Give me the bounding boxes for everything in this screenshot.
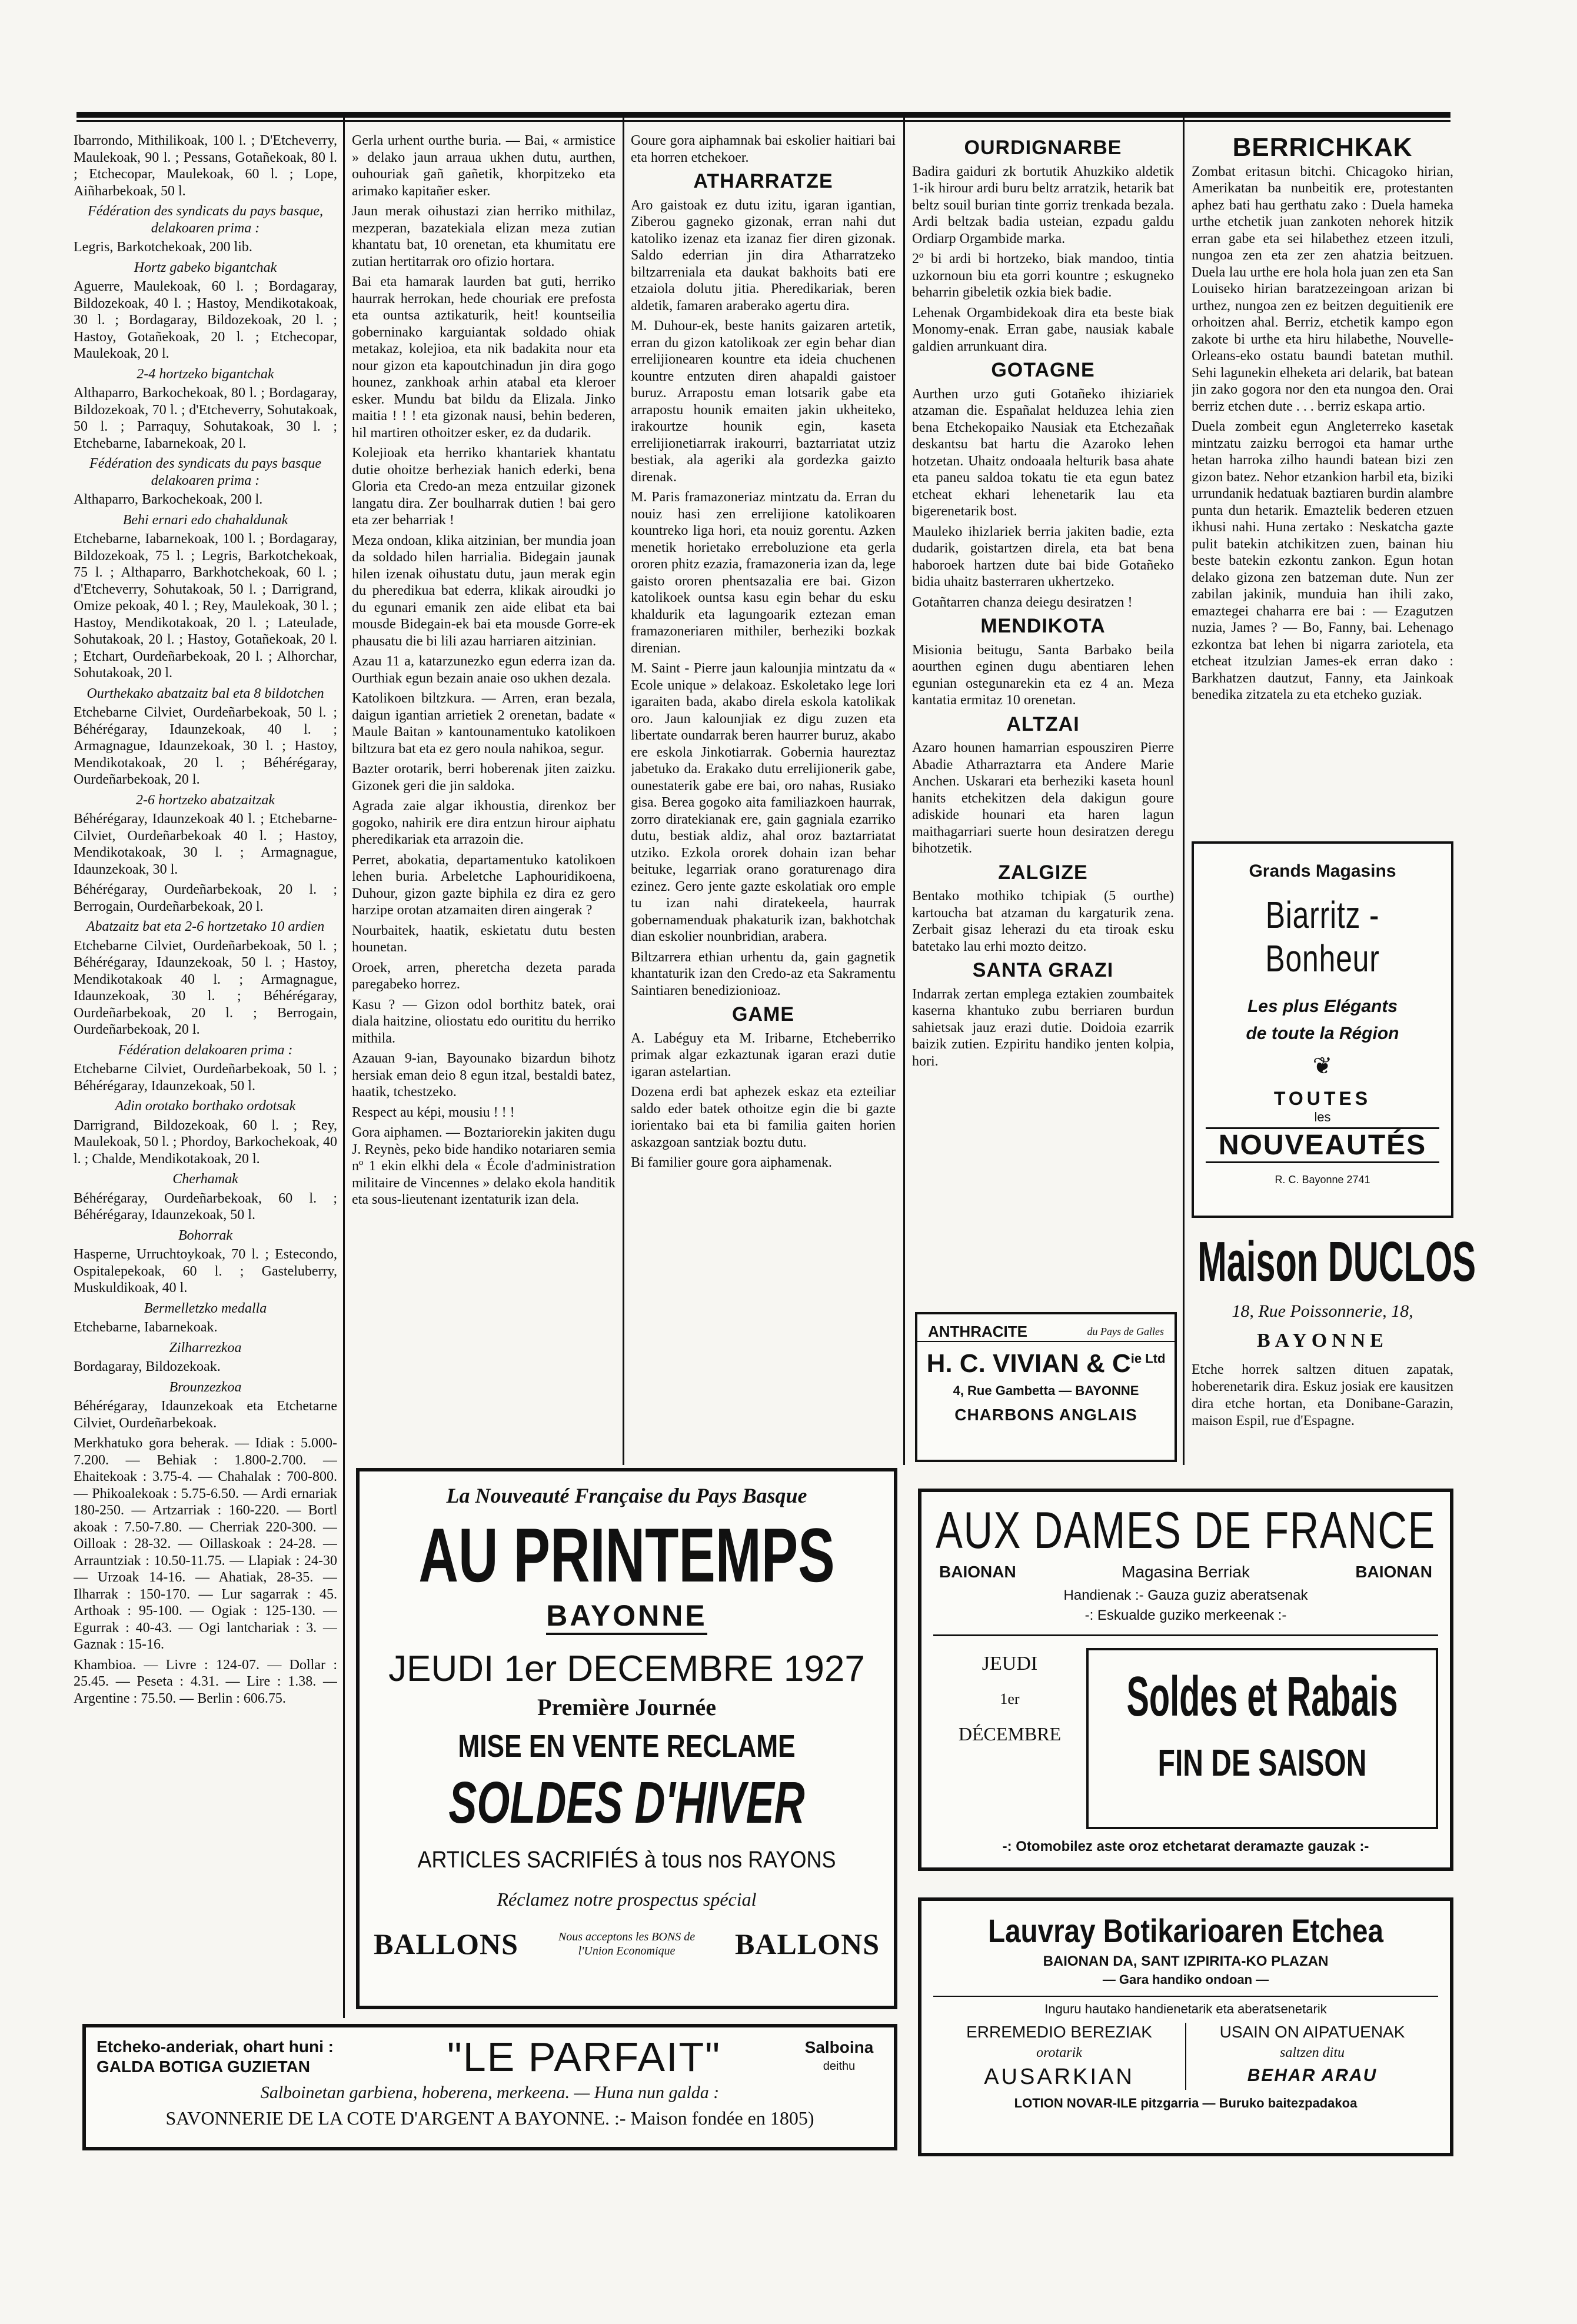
paragraph: Katolikoen biltzkura. — Arren, eran bezala, daigun igantian arrietiek 2 orenetan, badate « Maule Baitan » kantounamentuko katolikoen biltzura bat eta ez gero noula nahikoa, segur. xyxy=(352,691,616,757)
ad-duclos-name: Maison DUCLOS xyxy=(1197,1230,1476,1293)
paragraph: Fédération des syndicats du pays basque, delakoaren prima : xyxy=(88,204,323,236)
ad-lauvray-lotion: LOTION NOVAR-ILE pitzgarria — Buruko baitezpadakoa xyxy=(1014,2096,1358,2110)
column-divider xyxy=(343,118,345,2018)
paragraph: 2-6 hortzeko abatzaitzak xyxy=(136,792,275,808)
ad-lauvray-left1: ERREMEDIO BEREZIAK xyxy=(966,2023,1152,2041)
paragraph: Aurthen urzo guti Gotañeko ihiziariek atzaman die. Españalat helduzea lehia zien bena Etchekopaiko Nausiak eta Etchezañak deskantsu bat hartu die Azaroko lehen hotzetan. Uhaitz ondoaala helturik basa ahate eta paneu saldoa tokatu tie eta egun batez etcheat ekhari lehenetarik lau eta bigerenetarik bost. xyxy=(912,386,1174,519)
paragraph: 2-4 hortzeko bigantchak xyxy=(137,366,274,382)
paragraph: Bi familier goure gora aiphamenak. xyxy=(631,1155,832,1170)
ad-dames-first: 1er xyxy=(1000,1690,1020,1707)
paragraph: Aguerre, Maulekoak, 60 l. ; Bordagaray, Bildozekoak, 40 l. ; Hastoy, Mendikotakoak, 30 l. ; Bordagaray, Bildozekoak, 20 l. ; Hastoy, Gotañekoak, 20 l. ; Etchecopar, Maulekoak, 20 l. xyxy=(74,279,337,361)
paragraph: 2º bi ardi bi hortzeko, biak mandoo, tintia uzkornoun biu eta gorri kountre ; eskugneko beharrin gibeletik ozkia biek badie. xyxy=(912,251,1174,300)
ad-dames-line1: Handienak :- Gauza guziz aberatsenak xyxy=(1063,1587,1308,1603)
ad-lauvray-left2: orotarik xyxy=(1036,2045,1082,2060)
ad-parfait-line1b: GALDA BOTIGA GUZIETAN xyxy=(97,2057,310,2076)
ad-lauvray-right3: BEHAR ARAU xyxy=(1247,2066,1378,2085)
heading-ourdignarbe: OURDIGNARBE xyxy=(964,136,1122,159)
heading-berrichkak: BERRICHKAK xyxy=(1232,133,1413,162)
ad-lauvray-name: Lauvray Botikarioaren Etchea xyxy=(988,1912,1383,1949)
ad-printemps-ballons-right: BALLONS xyxy=(735,1927,880,1960)
paragraph: A. Labéguy eta M. Iribarne, Etcheberriko primak algar ezkaztunak igaran erazi dutie igaran astelartian. xyxy=(631,1030,896,1080)
ad-dames-bottom: -: Otomobilez aste oroz etchetarat deramazte gauzak :- xyxy=(1002,1839,1369,1854)
paragraph: Biltzarrera ethian urhentu da, gain gagnetik khantaturik izan den Credo-az eta Sakramentu Saintiaren benedizionioaz. xyxy=(631,949,896,998)
ad-biarritz-name: Biarritz - Bonheur xyxy=(1265,894,1380,980)
paragraph: Azaro hounen hamarrian espousziren Pierre Abadie Atharraztarra eta Andere Marie Anchen. Uskarari eta berheziki kaseta hounl hanits etchekitzen dela dakigun goure adiskide hounari eta haren lagun maithagarriari suerte houn desiratzen deregu bihotzetik. xyxy=(912,740,1174,856)
paragraph: Etchebarne, Iabarnekoak. xyxy=(74,1320,218,1335)
ad-parfait-name: "LE PARFAIT" xyxy=(447,2034,721,2080)
ad-biarritz-line2: de toute la Région xyxy=(1246,1024,1399,1043)
ad-dames-line2: -: Eskualde guziko merkeenak :- xyxy=(1084,1607,1287,1623)
paragraph: Azauan 9-ian, Bayounako bizardun bihotz hersiak eman deio 8 egun itzal, bestaldi batez, haatik, tchestzeko. xyxy=(352,1051,616,1100)
ad-lauvray xyxy=(918,1897,1453,2156)
paragraph: Béhérégaray, Idaunzekoak eta Etchetarne Cilviet, Ourdeñarbekoak. xyxy=(74,1399,337,1431)
paragraph: Kolejioak eta herriko khantariek khantatu dutie ohoitze berheziak hanich ederki, bena Gloria eta Credo-an meza entzuilar gizonek langatu dira. Zer boulharrak dutien ! bai gero eta zer beharriak ! xyxy=(352,445,616,528)
paragraph: Kasu ? — Gizon odol borthitz batek, orai diala haitzine, oliostatu edo ourititu du herriko mithila. xyxy=(352,997,616,1046)
ad-le-parfait xyxy=(82,2024,897,2150)
paragraph: M. Duhour-ek, beste hanits gaizaren artetik, erran du gizon katolikoak zer egin behar dian errelijionearen kountre eta ideia chuchenen kountre entzuten diren ahapaldi gaistoer buruz. Arrapostu eman lotsarik gabe eta arrapostu hounik emaiten jakin ukheiteko, irakourtze hounik egin, kaseta errelijionetiarrak irakourri, baztarriatat utziz bestiak, ala ageriki ala gordezka gaizto direnak. xyxy=(631,318,896,485)
paragraph: Bermelletzko medalla xyxy=(144,1300,267,1316)
paragraph: Mauleko ihizlariek berria jakiten badie, ezta dudarik, goistartzen direla, eta bat bena haboroek hartzen dute bai bide Gotañeko bidia uhaitz basterraren ukhertzeko. xyxy=(912,524,1174,590)
ad-maison-duclos xyxy=(1192,1230,1476,1477)
paragraph: Bentako mothiko tchipiak (5 ourthe) kartoucha bat atzaman du kargaturik zena. Zerbait gisaz leherazi du eta tiroak esku batetako lau erhi mozto deitzo. xyxy=(912,888,1174,954)
ad-lauvray-left3: AUSARKIAN xyxy=(984,2065,1134,2089)
ad-dames-magasina: Magasina Berriak xyxy=(1122,1563,1250,1581)
paragraph: Azau 11 a, katarzunezko egun ederra izan da. Ourthiak egun bezain anaie oso ukhen dezala. xyxy=(352,654,616,686)
ad-au-printemps xyxy=(356,1468,897,2009)
ad-parfait-deithu: deithu xyxy=(823,2060,856,2073)
paragraph: Fédération des syndicats du pays basque delakoaren prima : xyxy=(89,456,321,488)
ad-duclos-city: BAYONNE xyxy=(1257,1330,1388,1351)
column-5 xyxy=(1192,132,1453,838)
heading-zalgize: ZALGIZE xyxy=(998,861,1088,884)
heading-santa-grazi: SANTA GRAZI xyxy=(972,959,1114,981)
ad-dames-baionan-right: BAIONAN xyxy=(1355,1563,1432,1581)
heading-altzai: ALTZAI xyxy=(1006,712,1080,735)
paragraph: Cherhamak xyxy=(172,1171,238,1187)
column-3 xyxy=(631,132,896,1456)
column-4 xyxy=(912,132,1174,1280)
paragraph: Behi ernari edo chahaldunak xyxy=(122,512,288,528)
paragraph: Béhérégaray, Idaunzekoak 40 l. ; Etchebarne-Cilviet, Ourdeñarbekoak 40 l. ; Hastoy, Mendikotakoak, 30 l. ; Armagnague, Idaunzekoak, 30 l. xyxy=(74,811,337,877)
paragraph: Bordagaray, Bildozekoak. xyxy=(74,1359,221,1374)
paragraph: Respect au képi, mousiu ! ! ! xyxy=(352,1104,515,1120)
paragraph: Abatzaitz bat eta 2-6 hortzetako 10 ardien xyxy=(86,919,325,934)
paragraph: Zombat eritasun bitchi. Chicagoko hirian, Amerikatan ba nunbeitik ere, protestanten aphez bati hau gerthatu zako : Duela hameka urthe etchetik juan zankoten nehorek hitzik erran gabe eta sei hilabethez etzeen itzuli, nungoa zen eta zer zen ahatzia beitzuen. Duela lau urthe ere hola hola juan zen eta San Louiseko hirian baratzezeingoan arizan bi urthez, nungoa zen ez beitzen deguitienik ere orhoitzen ahal. Berriz, etchetik kampo egon zakote bi urthe eta hiru hilabethe, Nouvelle-Orleans-eko ostatu baundi batetan muthil. Sehi lagunekin elheketa ari delarik, bat batean jin zako gogora nor den eta nungoa den. Orai berriz etchen dute . . . berriz eskapa artio. xyxy=(1192,164,1453,414)
fleuron-icon: ❦ xyxy=(1312,1053,1333,1079)
top-rule-thin xyxy=(76,120,1450,122)
paragraph: Ourthekako abatzaitz bal eta 8 bildotchen xyxy=(86,685,324,701)
paragraph: Misionia beitugu, Santa Barbako beila aourthen eginen dugu abentiaren lehen egunian ostegunarekin eta ez 4 an. Meza kantatia ermitaz 10 orenetan. xyxy=(912,642,1174,708)
paragraph: Khambioa. — Livre : 124-07. — Dollar : 25.45. — Peseta : 4.31. — Lire : 1.38. — Argentine : 75.50. — Berlin : 606.75. xyxy=(74,1657,337,1706)
heading-gotagne: GOTAGNE xyxy=(991,359,1095,381)
ad-printemps-date: JEUDI 1er DECEMBRE 1927 xyxy=(388,1649,865,1689)
ad-vivian-anthracite: ANTHRACITE xyxy=(928,1323,1027,1340)
column-2 xyxy=(352,132,616,1444)
ad-printemps-ballons-left: BALLONS xyxy=(374,1927,518,1960)
ad-biarritz-nouveautes: NOUVEAUTÉS xyxy=(1206,1127,1439,1163)
paragraph: Etchebarne, Iabarnekoak, 100 l. ; Bordagaray, Bildozekoak, 75 l. ; Legris, Barkotchekoak, 75 l. ; Althaparro, Barkhotchekoak, 60 l. ; d'Etcheverry, Sohutakoak, 50 l. ; Darrigrand, Omize pekoak, 40 l. ; Rey, Maulekoak, 30 l. ; Hastoy, Mendikotakoak, 20 l. ; Lateulade, Sohutakoak, 20 l. ; Hastoy, Gotañekoak, 20 l. ; Etchart, Ourdeñarbekoak, 20 l. ; Alhorchar, Sohutakoak, 20 l. xyxy=(74,531,337,681)
paragraph: Gotañtarren chanza deiegu desiratzen ! xyxy=(912,594,1133,610)
paragraph: Nourbaitek, haatik, eskietatu dutu besten hounetan. xyxy=(352,923,616,955)
paragraph: Etchebarne Cilviet, Ourdeñarbekoak, 50 l. ; Béhérégaray, Idaunzekoak, 40 l. ; Armagnague, Idaunzekoak, 30 l. ; Hastoy, Mendikotakoak, 20 l. ; Béhérégaray, Ourdeñarbekoak, 20 l. xyxy=(74,705,337,787)
ad-duclos-text: Etche horrek saltzen dituen zapatak, hoberenetarik dira. Eskuz josiak ere kausitzen dira etche hortan, eta Donibane-Garazin, maison Espil, rue d'Espagne. xyxy=(1192,1362,1453,1429)
ad-vivian-address: 4, Rue Gambetta — BAYONNE xyxy=(953,1383,1139,1398)
ad-dames-soldes: Soldes et Rabais xyxy=(1126,1665,1398,1728)
ad-parfait-salboina: Salboina xyxy=(804,2038,874,2056)
ad-lauvray-inguru: Inguru hautako handienetarik eta aberatsenetarik xyxy=(933,1996,1438,2017)
paragraph: Gerla urhent ourthe buria. — Bai, « armistice » delako jaun arraua ukhen dutu, aurthen, ouhouriak gañ gañetik, khorpitzeko eta arimako kapitañer esker. xyxy=(352,133,616,199)
paragraph: Bohorrak xyxy=(178,1227,232,1243)
paragraph: Bazter orotarik, berri hoberenak jiten zaizku. Gizonek geri die jin saldoka. xyxy=(352,761,616,794)
column-3-intro: Goure gora aiphamnak bai eskolier haitiari bai eta horren etchekoer. xyxy=(631,133,896,165)
ad-dames-jeudi: JEUDI xyxy=(982,1653,1038,1674)
ad-lauvray-gara: — Gara handiko ondoan — xyxy=(1102,1972,1269,1987)
paragraph: Aro gaistoak ez dutu izitu, igaran igantian, Ziberou gagneko gizonak, erran nahi dut katoliko izenaz eta izanaz fier diren gizonak. Saldo ederrian jin dira Atharratzeko biltzarreniala eta daukat bakhoits bati ere etzaiola dolutu jitia. Pheredikariak, beren aldetik, famaren araberako agertu dira. xyxy=(631,197,896,314)
paragraph: Adin orotako borthako ordotsak xyxy=(115,1098,296,1114)
ad-biarritz-les: les xyxy=(1314,1110,1331,1124)
paragraph: Badira gaiduri zk bortutik Ahuzkiko aldetik 1-ik hirour ardi buru beltz arratzik, hetarik bat beltz souil burian tinte gorriz trenkada bezala. Ardi beltzak badia usteian, ezpadu galdu Ordiarp Orgambide marka. xyxy=(912,164,1174,247)
column-divider xyxy=(903,118,905,1465)
ad-dames-name: AUX DAMES DE FRANCE xyxy=(936,1501,1436,1559)
ad-printemps-mise: MISE EN VENTE RECLAME xyxy=(458,1729,796,1764)
paragraph: Zilharrezkoa xyxy=(169,1340,242,1356)
paragraph: Althaparro, Barkochekoak, 80 l. ; Bordagaray, Bildozekoak, 70 l. ; d'Etcheverry, Sohutakoak, 50 l. ; Parraquy, Sohutakoak, 30 l. ; Etchebarne, Iabarnekoak, 20 l. xyxy=(74,385,337,451)
paragraph: Dozena erdi bat aphezek eskaz eta ezteiliar saldo eder batek othoitze egin die bi gazte iorientako bai eta bi familia gaiten horien askazgoan santziak boztu dutu. xyxy=(631,1084,896,1150)
ad-printemps-top: La Nouveauté Française du Pays Basque xyxy=(446,1484,807,1507)
paragraph: Béhérégaray, Ourdeñarbekoak, 60 l. ; Béhérégaray, Idaunzekoak, 50 l. xyxy=(74,1190,337,1223)
heading-mendikota: MENDIKOTA xyxy=(980,615,1106,637)
paragraph: Etchebarne Cilviet, Ourdeñarbekoak, 50 l. ; Béhérégaray, Idaunzekoak, 50 l. ; Hastoy, Mendikotakoak 40 l. ; Armagnague, Idaunzekoak, 30 l. ; Béhérégaray, Ourdeñarbekoak, 20 l. ; Berrogain, Ourdeñarbekoak, 20 l. xyxy=(74,938,337,1037)
paragraph: Oroek, arren, pheretcha dezeta parada paregabeko horrez. xyxy=(352,960,616,992)
ad-dames-baionan-left: BAIONAN xyxy=(939,1563,1016,1581)
ad-aux-dames-de-france xyxy=(918,1489,1453,1871)
paragraph: Hortz gabeko bigantchak xyxy=(134,259,277,275)
ad-vivian-charbons: CHARBONS ANGLAIS xyxy=(954,1406,1137,1424)
ad-parfait-line1a: Etcheko-anderiak, ohart huni : xyxy=(97,2037,334,2056)
paragraph: M. Saint - Pierre jaun kalounjia mintzatu da « Ecole unique » delakoaz. Eskoletako lege lori igaraiten bada, akabo direla eskola katolikak oro. Jaun kalounjiak ez digu zuzen eta libertate oundarrak beren haurrer buruz, akabo ere eskola Jinkotiarrak. Gobernia haureztaz jabetuko da. Erakako dutu errelijionerik gabe, ounestaterik gabe ere bai, oro nahas, Rusiako gisa. Berea gogoko aita familiazkoen haurrak, zorro diratekianak ere, gain gagniala ezarriko dutu, bestiak aldiz, ahal oroz baztarriatat utziko. Ezkola ororek dohain izan behar beituke, legarriak orano goraturenago dira ezinez. Gero jente gazte eskolatiak oro emple tu izan nahi diratekeela, haurrak gobernamenduak phakaturik izan, bakhotchak dian eskolier nounbridian, arabera. xyxy=(631,661,896,944)
paragraph: Etchebarne Cilviet, Ourdeñarbekoak, 50 l. ; Béhérégaray, Idaunzekoak, 50 l. xyxy=(74,1061,337,1094)
ad-duclos-address: 18, Rue Poissonnerie, 18, xyxy=(1232,1301,1413,1321)
paragraph: Bai eta hamarak laurden bat guti, herriko haurrak herrokan, hede chouriak ere prefosta eta ountsa aztikaturik, heit! kountseilia goberninako karguiantak soldado ohiak metakaz, kolejioa, eta nik badakita nour eta nour gizon eta kapoutchinadun jin dira gogo hounez, zankhoak arhin atabal eta kleroer esker. Mundu bat bildu da Elizala. Jinko maitia ! ! ! eta gizonak nausi, behin bederen, hil martiren othoitzer esker, ez da dudarik. xyxy=(352,274,616,441)
ad-biarritz-toutes: TOUTES xyxy=(1273,1088,1372,1109)
ad-printemps-name: AU PRINTEMPS xyxy=(418,1512,835,1598)
paragraph: Fédération delakoaren prima : xyxy=(118,1042,293,1058)
paragraph: Jaun merak oihustazi zian herriko mithilaz, mezperan, bazatekiala elizan meza zutian khantatu bat, 10 orenetan, eta khumitatu ere zutian hertitarrak oro ofizio hortara. xyxy=(352,204,616,269)
column-divider xyxy=(623,118,624,1465)
ad-lauvray-addr: BAIONAN DA, SANT IZPIRITA-KO PLAZAN xyxy=(1043,1953,1329,1969)
paragraph: Agrada zaie algar ikhoustia, direnkoz ber gogoko, nahirik ere dira entzun hirour aiphatu pheredikariak eta arrazoin die. xyxy=(352,798,616,847)
paragraph: M. Paris framazoneriaz mintzatu da. Erran du nouiz hasi zen errelijione katolikoaren kountreko liga hori, eta nouiz gorentu. Azken menetik horietako erreboluzione eta gerla ororen phitz ezazia, framazoneria izan da, lege gaisto ororen phentsazalia ere bai. Gizon katolikoek ountsa kasu egin behar du esku khaldurik eta lagungoarik eztezan eman framazoneriaren mithiler, berheziki bozkak direnian. xyxy=(631,490,896,656)
paragraph: Lehenak Orgambidekoak dira eta beste biak Monomy-enak. Erran gabe, nausiak kabale galdien arrunkuant dira. xyxy=(912,305,1174,354)
ad-vivian-pays: du Pays de Galles xyxy=(1087,1326,1164,1337)
ad-lauvray-right2: saltzen ditu xyxy=(1279,2045,1345,2060)
ad-vivian-ltd: ie Ltd xyxy=(1130,1351,1166,1366)
ad-printemps-city: BAYONNE xyxy=(546,1599,707,1635)
paragraph: Indarrak zertan emplega eztakien zoumbaitek kaserna khantuko zubu berriaren burdun sahietsak jauz erazi dutie. Doidoia ezarrik baizik zutien. Ezpiritu handiko jenten kolpia, hori. xyxy=(912,986,1174,1069)
ad-printemps-premiere: Première Journée xyxy=(537,1694,716,1720)
ad-printemps-bons: Nous acceptons les BONS de l'Union Economique xyxy=(558,1930,696,1957)
paragraph: Gora aiphamen. — Boztariorekin jakiten dugu J. Reynès, peko bide handiko notariaren semia nº 1 ekin elkhi dela « École d'administration militaire de Vincennes » delako ekola handitik eta sous-lieutenant izentaturik izan dela. xyxy=(352,1125,616,1207)
paragraph: Legris, Barkotchekoak, 200 lib. xyxy=(74,239,252,255)
heading-atharratze: ATHARRATZE xyxy=(693,170,833,192)
paragraph: Merkhatuko gora beherak. — Idiak : 5.000-7.200. — Behiak : 1.800-2.700. — Ehaitekoak : 3.75-4. — Chahalak : 700-800. — Phikoalekoak : 5.75-6.50. — Ardi ernariak 180-250. — Artzarriak : 160-220. — Bortl akoak : 7.50-7.80. — Cherriak 220-300. — Oilloak : 28-32. — Oillaskoak : 24-28. — Arrauntziak : 10.50-11.75. — Llapiak : 24-30 — Urzoak 14-16. — Ahatiak, 28-35. — Ilharrak : 150-170. — Lur sagarrak : 45. Arthoak : 95-100. — Ogiak : 125-130. — Egurrak : 40-43. — Ogi lantchariak : 3. — Gaznak : 15-16. xyxy=(74,1436,337,1652)
paragraph: Meza ondoan, klika aitzinian, ber mundia joan da soldado hilen harrialia. Bidegain jaunak hilen izenak oihustatu dutu, jaun merak egin du pheredikua bat ederra, klikak airoudki jo du egunari emanik zen aide elibat eta bai mousde Bidegain-ek bai eta mousde Gorre-ek phausatu die bi lili azau harriaren aitzinian. xyxy=(352,532,616,649)
paragraph: Hasperne, Urruchtoykoak, 70 l. ; Estecondo, Ospitalepekoak, 60 l. ; Gasteluberry, Muskuldikoak, 40 l. xyxy=(74,1247,337,1296)
ad-vivian xyxy=(915,1312,1177,1462)
paragraph: Perret, abokatia, departamentuko katolikoen lehen buria. Arbeletche Laphouridikoena, Duhour, gizon gazte biphila ez dira ez gero harzipe orotan atzamaiten diren aingerak ? xyxy=(352,852,616,918)
paragraph: Darrigrand, Bildozekoak, 60 l. ; Rey, Maulekoak, 50 l. ; Phordoy, Barkochekoak, 40 l. ; Chalde, Mendikotakoak, 20 l. xyxy=(74,1117,337,1167)
ad-printemps-soldes: SOLDES D'HIVER xyxy=(448,1770,805,1836)
column-1 xyxy=(74,132,337,2009)
ad-biarritz-line1: Les plus Elégants xyxy=(1247,997,1398,1016)
column-divider xyxy=(1183,118,1185,1465)
heading-game: GAME xyxy=(732,1003,794,1026)
paragraph: Brounzezkoa xyxy=(169,1379,242,1395)
ad-biarritz-bonheur xyxy=(1192,841,1453,1218)
ad-vivian-name: H. C. VIVIAN & C xyxy=(926,1349,1131,1378)
ad-lauvray-right1: USAIN ON AIPATUENAK xyxy=(1219,2023,1405,2041)
ad-parfait-line2: Salboinetan garbiena, hoberena, merkeena. — Huna nun galda : xyxy=(260,2083,720,2102)
top-rule xyxy=(76,112,1450,118)
paragraph: Béhérégaray, Ourdeñarbekoak, 20 l. ; Berrogain, Ourdeñarbekoak, 20 l. xyxy=(74,882,337,914)
ad-dames-decembre: DÉCEMBRE xyxy=(958,1723,1062,1744)
ad-parfait-line3: SAVONNERIE DE LA COTE D'ARGENT A BAYONNE. :- Maison fondée en 1805) xyxy=(165,2107,814,2129)
ad-dames-fin: FIN DE SAISON xyxy=(1157,1742,1367,1784)
paragraph: Ibarrondo, Mithilikoak, 100 l. ; D'Etcheverry, Maulekoak, 90 l. ; Pessans, Gotañekoak, 80 l. ; Etchecopar, Maulekoak, 60 l. ; Lope, Aiñharbekoak, 50 l. xyxy=(74,133,337,199)
ad-printemps-reclamez: Réclamez notre prospectus spécial xyxy=(497,1889,757,1910)
ad-biarritz-rc: R. C. Bayonne 2741 xyxy=(1275,1174,1370,1186)
paragraph: Althaparro, Barkochekoak, 200 l. xyxy=(74,492,263,507)
ad-printemps-articles: ARTICLES SACRIFIÉS à tous nos RAYONS xyxy=(417,1847,836,1873)
paragraph: Duela zombeit egun Angleterreko kasetak mintzatu zaizku berrogoi eta hamar urthe hetan harroka zilho haundi batean bizi zen gizon batez. Nehor etzankion harbil eta, biziki urrundanik hedatuak baztiaren burdin alambre punta dun hetarik. Emaztelik bederen etzuen ikhusi nahi. Huna zertako : Neskatcha gazte pulit batekin atchikitzen zuen, bainan hiu beste batekin ezkontu zankon. Egun hotan delako gizona zen batzeman dute. Nun zer zabilan jakinik, munduia han ihili zako, emaztegei chaharra ere bai : — Ezagutzen nuzia, James ? — Bo, Fanny, bai. Lehenago ezkontza bat lehen bi nigarra zariotela, eta etcheat itzulzian James-ek erran dako : Barkhatzen dautzut, Fanny, eta Jainkoak benedika zitzatela zu eta etcheko guziak. xyxy=(1192,419,1453,702)
ad-biarritz-top: Grands Magasins xyxy=(1249,861,1396,881)
